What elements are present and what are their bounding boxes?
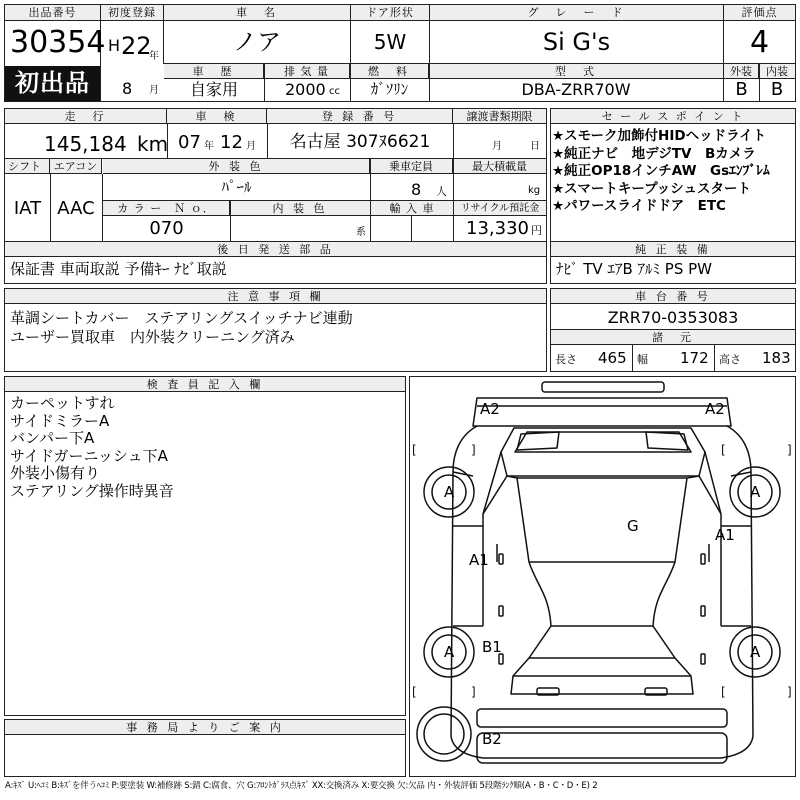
mileage: 145,184 [44, 132, 127, 156]
equipment: ﾅﾋﾞ TV ｴｱB ｱﾙﾐ PS PW [556, 260, 712, 278]
office-label: 事 務 局 よ り ご 案 内 [5, 720, 405, 735]
disp-unit: cc [329, 86, 340, 97]
int-color-unit: 系 [356, 227, 366, 238]
plate-number: 名古屋 307ﾇ6621 [289, 132, 431, 152]
transfer-month-unit: 月 [492, 141, 502, 152]
recycle-label: リサイクル預託金 [454, 201, 546, 216]
recycle-unit: 円 [531, 224, 542, 237]
sales-point: ★スモーク加飾付HIDヘッドライト [552, 128, 767, 144]
sales-point: ★スマートキープッシュスタート [552, 180, 751, 197]
notes-line: 革調シートカバー ステアリングスイッチナビ連動 [10, 309, 353, 327]
mark-wheel-rr: A [750, 643, 761, 661]
grade: Si G's [542, 28, 611, 56]
mark-wheel-fr: A [750, 483, 761, 501]
equipment-label: 純 正 装 備 [551, 242, 795, 257]
door-label: ドア形状 [351, 5, 429, 21]
mark-roof: G [627, 517, 639, 535]
insp-year-unit: 年 [204, 141, 214, 152]
bracket-close: ] [787, 685, 792, 699]
car-name: ノア [233, 28, 281, 56]
ext-grade-label: 外装 [724, 64, 759, 79]
score: 4 [749, 25, 770, 60]
later-parts-label: 後 日 発 送 部 品 [5, 242, 546, 257]
height: 183 [762, 349, 791, 367]
inspector-line: 外装小傷有り [10, 464, 101, 482]
disp-label: 排 気 量 [264, 64, 350, 79]
inspector-notes [10, 395, 174, 500]
int-grade: B [770, 79, 784, 100]
inspector-line: バンパー下A [10, 429, 95, 447]
capacity-label: 乗車定員 [370, 159, 453, 174]
bracket-open: [ [412, 443, 417, 457]
car-diagram [409, 376, 796, 777]
ext-color-label: 外 装 色 [103, 159, 370, 174]
mark-side-right: A1 [715, 526, 735, 544]
first-reg-label: 初度登録 [101, 5, 163, 21]
mark-a2-right: A2 [705, 400, 725, 418]
recycle-fee: 13,330 [466, 218, 529, 239]
lot-number: 30354 [10, 25, 106, 60]
insp-month: 12 [220, 132, 243, 153]
int-grade-label: 内装 [759, 64, 795, 79]
ac-label: エアコン [50, 159, 102, 174]
displacement: 2000 [285, 80, 326, 99]
aircon: AAC [57, 198, 95, 219]
transfer-day-unit: 日 [530, 141, 540, 152]
load-unit: kg [528, 185, 541, 196]
score-label: 評価点 [724, 5, 795, 21]
bracket-close: ] [471, 685, 476, 699]
length-label: 長さ [555, 353, 577, 366]
transfer-label: 譲渡書類期限 [453, 109, 546, 124]
chassis-number: ZRR70-0353083 [607, 308, 739, 327]
later-parts: 保証書 車両取説 予備ｷｰ ﾅﾋﾞ取説 [10, 260, 227, 278]
model-code: DBA-ZRR70W [521, 80, 631, 99]
mark-rear-left: B1 [482, 638, 502, 656]
shift-label: シフト [5, 159, 50, 174]
grade-label: グ レ ー ド [430, 5, 723, 21]
sales-point: ★パワースライドドア ETC [552, 198, 726, 214]
year-unit: 年 [149, 51, 159, 62]
ext-color: ﾊﾟｰﾙ [221, 178, 252, 196]
colorno-label: カ ラ ー Ｎ ｏ． [103, 201, 230, 216]
first-listing-badge: 初出品 [5, 66, 100, 101]
mark-a2-left: A2 [480, 400, 500, 418]
mark-side-left: A1 [469, 551, 489, 569]
capacity-unit: 人 [436, 185, 447, 198]
mark-bottom: B2 [482, 730, 502, 748]
bracket-close: ] [471, 443, 476, 457]
mileage-label: 走 行 [5, 109, 167, 124]
name-label: 車 名 [164, 5, 350, 21]
int-color-label: 内 装 色 [230, 201, 370, 216]
dims-label: 諸 元 [551, 330, 795, 345]
mark-wheel-fl: A [444, 483, 455, 501]
mileage-unit: km [137, 132, 169, 156]
notes-label: 注 意 事 項 欄 [5, 289, 546, 304]
plate-label: 登 録 番 号 [267, 109, 453, 124]
sales-point: ★純正OP18インチAW Gsｴﾝﾌﾞﾚﾑ [552, 163, 770, 179]
mark-wheel-rl: A [444, 643, 455, 661]
import-label: 輸 入 車 [371, 201, 453, 216]
inspector-line: サイドミラーA [10, 411, 110, 430]
width: 172 [680, 349, 709, 367]
bracket-close: ] [787, 443, 792, 457]
month-unit: 月 [149, 85, 159, 96]
chassis-label: 車 台 番 号 [551, 289, 795, 304]
lot-label: 出品番号 [5, 5, 100, 21]
fuel-label: 燃 料 [350, 64, 429, 79]
fuel: ｶﾞｿﾘﾝ [370, 80, 409, 98]
reg-year: 22 [121, 32, 152, 60]
bracket-open: [ [721, 685, 726, 699]
sales-point: ★純正ナビ 地デジTV Bカメラ [552, 145, 756, 162]
insp-year: 07 [178, 132, 201, 153]
length: 465 [598, 349, 627, 367]
capacity: 8 [411, 180, 422, 199]
history-label: 車 歴 [164, 64, 264, 79]
legend: A:ｷｽﾞ U:ﾍｺﾐ B:ｷｽﾞを伴うﾍｺﾐ P:要塗装 W:補修跡 S:錆 C:腐食、穴 G:ﾌﾛﾝﾄｶﾞﾗｽ点ｷｽﾞ XX:交換済み X:要交換 欠:欠品 内・外装評価 5段階ﾗﾝｸ順(A・B・C・D・E) 2 [5, 781, 598, 791]
inspector-line: ステアリング操作時異音 [10, 481, 174, 500]
height-label: 高さ [719, 353, 741, 366]
sales-points-label: セ ー ル ス ポ イ ン ト [551, 109, 795, 124]
insp-month-unit: 月 [246, 141, 256, 152]
width-label: 幅 [637, 353, 648, 366]
color-number: 070 [149, 218, 184, 239]
history: 自家用 [189, 80, 238, 99]
ext-grade: B [735, 79, 748, 100]
reg-month: 8 [122, 79, 133, 98]
inspector-line: サイドガーニッシュ下A [10, 446, 168, 465]
load-label: 最大積載量 [453, 159, 546, 174]
bracket-open: [ [721, 443, 726, 457]
inspection-label: 車 検 [167, 109, 267, 124]
sales-points-list [552, 128, 796, 216]
model-label: 型 式 [429, 64, 723, 79]
door-type: 5W [373, 30, 407, 54]
inspector-line: カーペットすれ [10, 394, 115, 412]
bracket-open: [ [412, 685, 417, 699]
era: H [108, 36, 121, 55]
notes-line: ユーザー買取車 内外装クリーニング済み [10, 328, 295, 346]
shift: IAT [13, 198, 42, 219]
inspector-label: 検 査 員 記 入 欄 [5, 377, 405, 392]
